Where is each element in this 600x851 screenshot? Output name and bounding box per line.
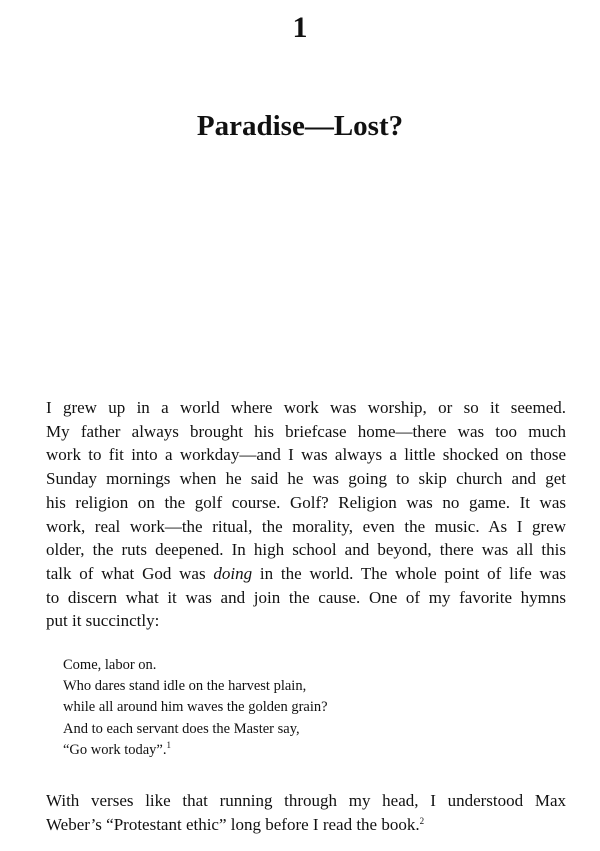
paragraph-line: Sunday mornings when he said he was going to skip church and get [46, 469, 566, 489]
footnote-ref-1[interactable]: 1 [166, 739, 171, 750]
verse-line: Come, labor on. [63, 657, 157, 673]
paragraph-line: put it succinctly: [46, 611, 160, 631]
paragraph-line [46, 562, 566, 586]
verse-line [63, 740, 543, 761]
paragraph-line: I grew up in a world where work was worship, or so it seemed. [46, 398, 566, 417]
paragraph-line: his religion on the golf course. Golf? Religion was no game. It was [46, 492, 566, 512]
verse-line: while all around him waves the golden grain? [63, 699, 328, 716]
paragraph-line: work, real work—the ritual, the morality, even the music. As I grew [46, 516, 566, 536]
line-text: Weber’s “Protestant ethic” long before I read the book. [46, 814, 420, 834]
verse-text: “Go work today”. [63, 741, 167, 758]
chapter-number: 1 [292, 11, 308, 44]
line-text: talk of what God was [46, 563, 214, 583]
paragraph-line [46, 813, 566, 837]
paragraph-line: work to fit into a workday—and I was always a little shocked on those [46, 445, 566, 465]
hymn-quote [63, 655, 543, 761]
line-text: in the world. The whole point of life was [252, 563, 566, 583]
paragraph-line: older, the ruts deepened. In high school and beyond, there was all this [46, 540, 566, 560]
paragraph-line: to discern what it was and join the cause. One of my favorite hymns [46, 587, 566, 607]
verse-line: Who dares stand idle on the harvest plain, [63, 678, 307, 695]
body-paragraph-1 [46, 396, 566, 633]
emphasis-text: doing [213, 563, 253, 583]
footnote-ref-2[interactable]: 2 [419, 815, 425, 826]
paragraph-line: My father always brought his briefcase home—there was too much [46, 421, 566, 441]
paragraph-line: With verses like that running through my head, I understood Max [46, 791, 566, 810]
verse-line: And to each servant does the Master say, [63, 720, 300, 737]
body-paragraph-2 [46, 789, 566, 836]
chapter-title: Paradise—Lost? [196, 110, 404, 142]
